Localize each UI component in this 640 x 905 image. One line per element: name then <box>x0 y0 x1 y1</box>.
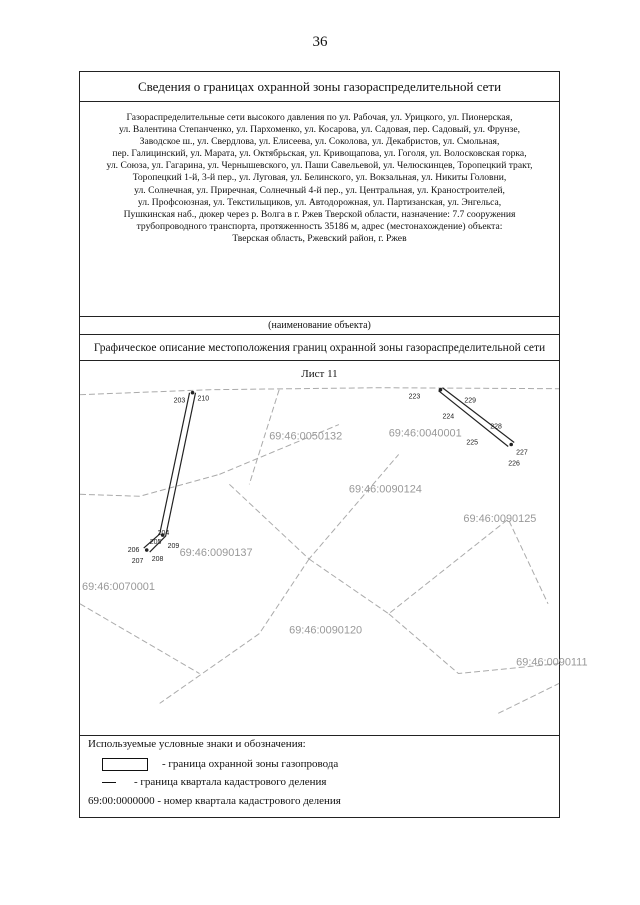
parcel-number: 69:46:0090137 <box>179 547 253 560</box>
point-label: 224 <box>442 413 455 421</box>
legend-item-number: 69:00:0000000 - номер квартала кадастрового деления <box>88 795 341 807</box>
point-label: 227 <box>516 449 528 457</box>
point-label: 210 <box>197 395 210 403</box>
legend-text: - граница квартала кадастрового деления <box>134 776 327 788</box>
parcel-number: 69:46:0090124 <box>348 483 422 496</box>
parcel-number: 69:46:0070001 <box>81 580 155 593</box>
graphic-description-title: Графическое описание местоположения границ охранной зоны газораспределительной сети <box>80 335 559 361</box>
legend-item-zone <box>102 758 338 771</box>
description-line: Пушкинская наб., дюкер через р. Волга в г. Ржев Тверской области, назначение: 7.7 сооружения <box>123 208 516 220</box>
point-label: 223 <box>408 393 421 401</box>
parcel-number: 69:46:0090111 <box>516 656 588 669</box>
parcel-number: 69:46:0090120 <box>289 624 363 637</box>
parcel-number: 69:46:0040001 <box>388 427 462 440</box>
cadastral-map <box>80 384 588 736</box>
point-label: 203 <box>173 397 186 405</box>
description-line: Газораспределительные сети высокого давления по ул. Рабочая, ул. Урицкого, ул. Пионерская, <box>126 112 513 123</box>
point-label: 205 <box>149 539 162 547</box>
description-line: Тверская область, Ржевский район, г. Ржев <box>232 232 407 244</box>
point-label: 207 <box>131 557 144 565</box>
point-label: 208 <box>151 555 164 563</box>
point-label: 225 <box>466 439 479 447</box>
legend-item-quarter <box>102 776 326 788</box>
parcel-number: 69:46:0050132 <box>269 430 343 443</box>
document-title: Сведения о границах охранной зоны газораспределительной сети <box>80 72 559 102</box>
page-number: 36 <box>312 34 328 50</box>
quarter-boundary-symbol <box>102 782 116 783</box>
point-label: 204 <box>157 530 170 538</box>
description-line: ул. Союза, ул. Гагарина, ул. Чернышевского, ул. Паши Савельевой, ул. Челюскинцев, Торопецкий тракт, <box>106 160 533 172</box>
description-line: ул. Валентина Степанченко, ул. Пархоменко, ул. Косарова, ул. Садовая, пер. Садовый, ул. Фрунзе, <box>118 124 521 136</box>
sheet-number: Лист 11 <box>301 368 338 380</box>
point-label: 228 <box>490 423 502 431</box>
point-label: 226 <box>508 460 520 468</box>
description-line: трубопроводного транспорта, протяженность 35186 м, адрес (местонахождение) объекта: <box>136 220 503 232</box>
object-description <box>80 102 559 317</box>
point-label: 206 <box>127 547 140 555</box>
parcel-number: 69:46:0090125 <box>463 513 537 526</box>
point-label: 229 <box>464 397 477 405</box>
object-name-label: (наименование объекта) <box>80 317 559 335</box>
legend-text: - граница охранной зоны газопровода <box>162 758 339 771</box>
boundary-info-frame <box>79 71 588 818</box>
description-line: ул. Солнечная, ул. Приречная, Солнечный 4-й пер., ул. Центральная, ул. Краностроителей, <box>134 184 505 196</box>
description-line: пер. Галицинский, ул. Марата, ул. Октябрьская, ул. Кривощапова, ул. Гоголя, ул. Волосковская горка, <box>112 148 527 160</box>
description-line: Торопецкий 1-й, 3-й пер., ул. Луговая, ул. Белинского, ул. Вокзальная, ул. Никиты Головни, <box>132 172 507 184</box>
point-label: 209 <box>167 543 180 551</box>
zone-boundary-symbol <box>102 758 148 771</box>
legend-title: Используемые условные знаки и обозначения: <box>88 738 306 750</box>
description-line: Заводское ш., ул. Свердлова, ул. Елисеева, ул. Соколова, ул. Декабристов, ул. Смольная, <box>139 136 500 148</box>
description-line: ул. Профсоюзная, ул. Текстильщиков, ул. Автодорожная, ул. Партизанская, ул. Энгельса, <box>137 196 502 208</box>
